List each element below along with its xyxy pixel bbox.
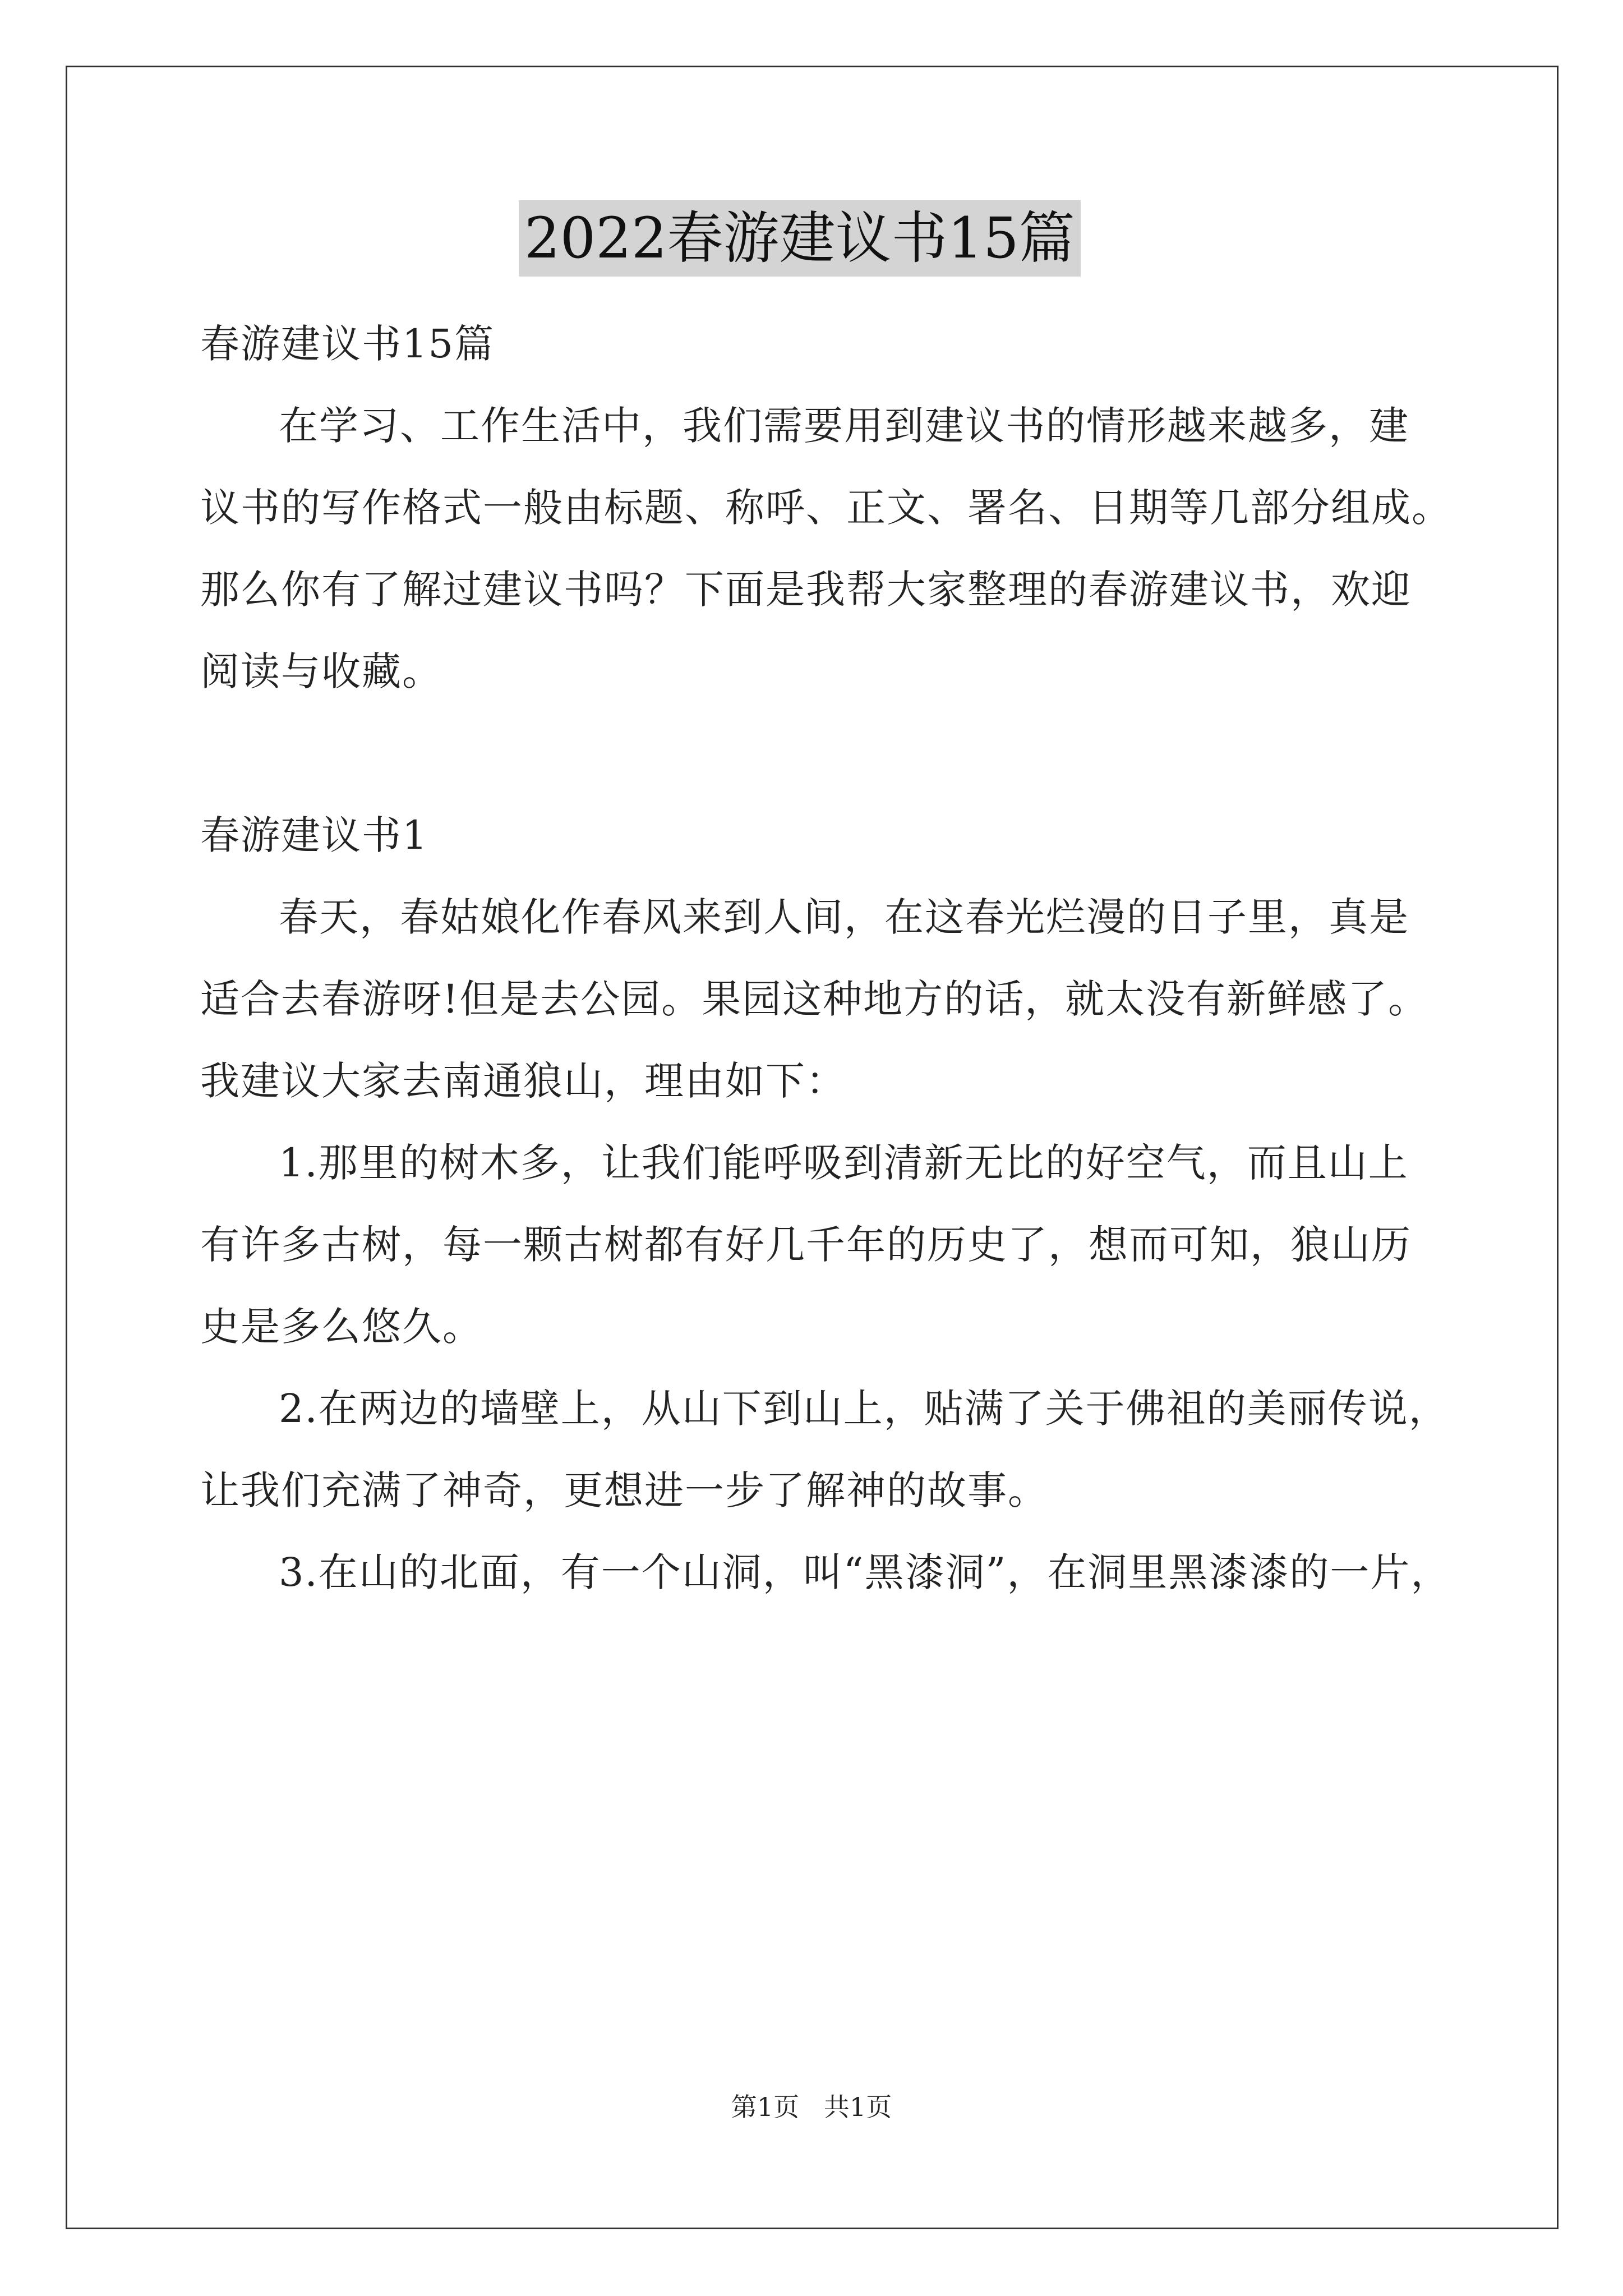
list-item-line: 史是多么悠久。 (200, 1304, 483, 1350)
intro-paragraph-line: 在学习、工作生活中，我们需要用到建议书的情形越来越多，建 (279, 403, 1409, 449)
intro-paragraph-line: 阅读与收藏。 (200, 648, 442, 694)
intro-paragraph-line: 那么你有了解过建议书吗？下面是我帮大家整理的春游建议书，欢迎 (200, 567, 1412, 613)
list-item-line: 2.在两边的墙壁上，从山下到山上，贴满了关于佛祖的美丽传说， (279, 1386, 1449, 1432)
body-paragraph-line: 适合去春游呀!但是去公园。果园这种地方的话，就太没有新鲜感了。 (200, 976, 1429, 1022)
document-title: 2022春游建议书15篇 (519, 200, 1081, 277)
subtitle-line: 春游建议书15篇 (200, 321, 495, 367)
body-paragraph-line: 我建议大家去南通狼山，理由如下： (200, 1058, 846, 1104)
page-number-footer: 第1页 共1页 (731, 2092, 892, 2122)
body-paragraph-line: 春天，春姑娘化作春风来到人间，在这春光烂漫的日子里，真是 (279, 894, 1409, 940)
list-item-line: 让我们充满了神奇，更想进一步了解神的故事。 (200, 1467, 1048, 1513)
list-item-line: 3.在山的北面，有一个山洞，叫“黑漆洞”，在洞里黑漆漆的一片， (279, 1549, 1451, 1595)
list-item-line: 有许多古树，每一颗古树都有好几千年的历史了，想而可知，狼山历 (200, 1222, 1412, 1268)
paragraph-gap (200, 712, 1434, 794)
section-heading: 春游建议书1 (200, 812, 428, 858)
intro-paragraph-line: 议书的写作格式一般由标题、称呼、正文、署名、日期等几部分组成。 (200, 485, 1452, 531)
list-item-line: 1.那里的树木多，让我们能呼吸到清新无比的好空气，而且山上 (279, 1140, 1409, 1186)
document-body (200, 303, 1452, 1613)
